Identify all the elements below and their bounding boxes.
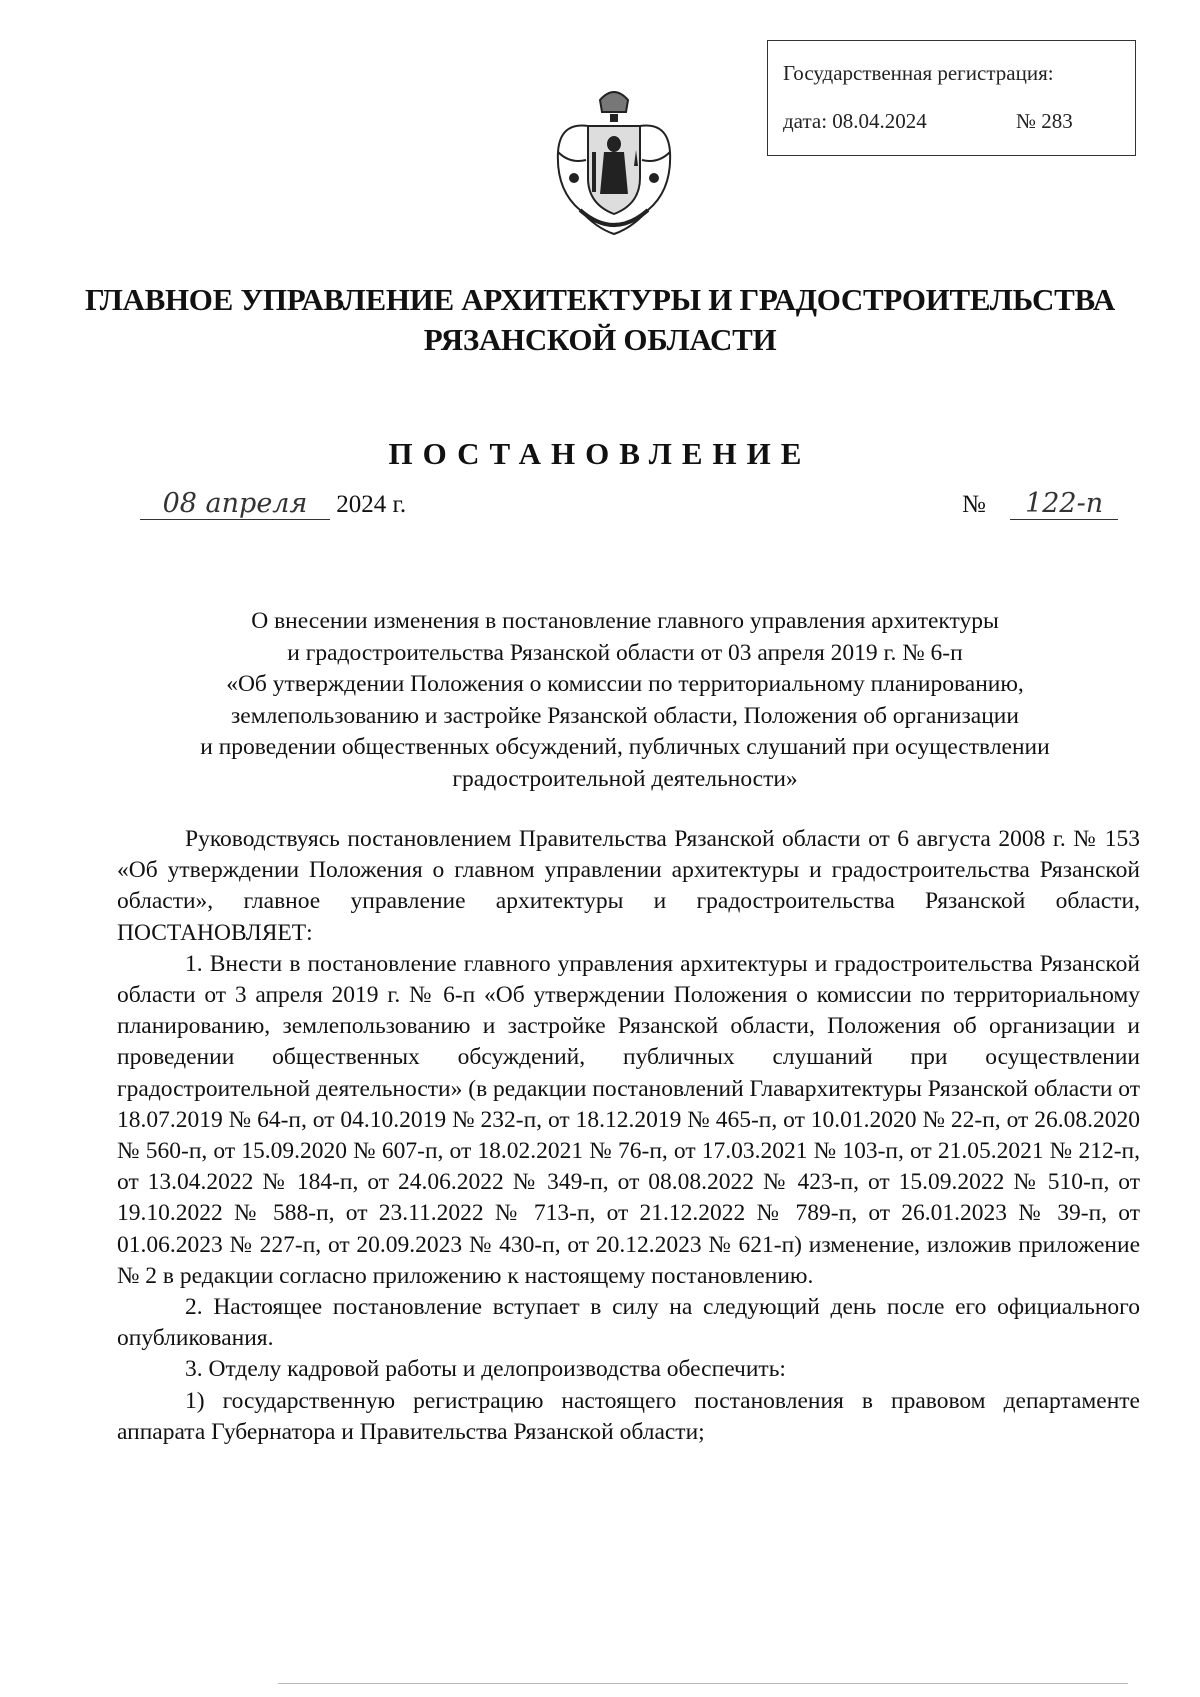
registration-number: № 283 [1016, 109, 1073, 133]
subject-line: землепользованию и застройке Рязанской области, Положения об организации [231, 702, 1019, 729]
bottom-divider [278, 1683, 1128, 1684]
number-label: № [962, 491, 986, 518]
registration-stamp [767, 40, 1136, 156]
item-1-paragraph: 1. Внести в постановление главного управления архитектуры и градостроительства Рязанской области от 3 апреля 2019 г. № 6-п «Об утверждении Положения о комиссии по территориальному планированию, землепользованию и застройке Рязанской области, Положения об организации и проведении общественных обсуждений, публичных слушаний при осуществлении градостроительной деятельности» (в редакции постановлений Главархитектуры Рязанской области от 18.07.2019 № 64-п, от 04.10.2019 № 232-п, от 18.12.2019 № 465-п, от 10.01.2020 № 22-п, от 26.08.2020 № 560-п, от 15.09.2020 № 607-п, от 18.02.2021 № 76-п, от 17.03.2021 № 103-п, от 21.05.2021 № 212-п, от 13.04.2022 № 184-п, от 24.06.2022 № 349-п, от 08.08.2022 № 423-п, от 15.09.2022 № 510-п, от 19.10.2022 № 588-п, от 23.11.2022 № 713-п, от 21.12.2022 № 789-п, от 26.01.2023 № 39-п, от 01.06.2023 № 227-п, от 20.09.2023 № 430-п, от 20.12.2023 № 621-п) изменение, изложив приложение № 2 в редакции согласно приложению к настоящему постановлению. [117, 950, 1140, 1289]
subject-line: «Об утверждении Положения о комиссии по территориальному планированию, [226, 671, 1024, 697]
registration-date: дата: 08.04.2024 [783, 109, 927, 133]
item-2-paragraph: 2. Настоящее постановление вступает в силу на следующий день после его официального опубликования. [117, 1294, 1140, 1352]
coat-of-arms-icon [550, 82, 678, 242]
registration-title: Государственная регистрация: [783, 61, 1054, 85]
item-3-1-paragraph: 1) государственную регистрацию настоящего постановления в правовом департаменте аппарата Губернатора и Правительства Рязанской области; [117, 1387, 1140, 1445]
subject-line: и проведении общественных обсуждений, публичных слушаний при осуществлении [200, 734, 1050, 760]
document-number [962, 488, 1118, 520]
handwritten-number: 122-п [1010, 488, 1118, 520]
subject-line: и градостроительства Рязанской области от 03 апреля 2019 г. № 6-п [287, 639, 963, 666]
organization-name-line2: РЯЗАНСКОЙ ОБЛАСТИ [423, 322, 777, 357]
subject-line: О внесении изменения в постановление главного управления архитектуры [251, 608, 999, 634]
organization-name [60, 280, 1140, 360]
document-date [140, 488, 406, 528]
document-type: ПОСТАНОВЛЕНИЕ [388, 436, 812, 471]
document-body [117, 824, 1140, 1448]
handwritten-date: 08 апреля [140, 488, 330, 520]
organization-name-line1: ГЛАВНОЕ УПРАВЛЕНИЕ АРХИТЕКТУРЫ И ГРАДОСТРОИТЕЛЬСТВА [84, 282, 1115, 317]
preamble-paragraph: Руководствуясь постановлением Правительства Рязанской области от 6 августа 2008 г. № 153 «Об утверждении Положения о главном управлении архитектуры и градостроительства Рязанской области», главное управление архитектуры и градостроительства Рязанской области, ПОСТАНОВЛЯЕТ: [117, 826, 1140, 946]
document-subject [110, 606, 1140, 795]
item-3-paragraph: 3. Отделу кадровой работы и делопроизводства обеспечить: [185, 1356, 786, 1383]
subject-line: градостроительной деятельности» [452, 765, 798, 792]
document-year: 2024 г. [336, 491, 407, 518]
